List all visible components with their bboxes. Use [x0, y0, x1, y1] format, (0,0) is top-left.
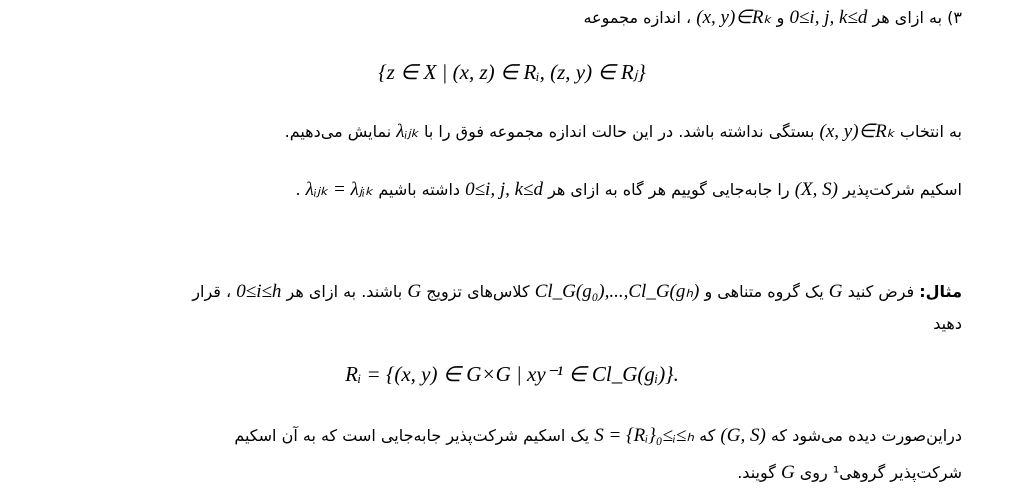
item-number: ۳)	[947, 8, 962, 27]
math-group: G	[780, 462, 795, 483]
text-segment: باشند. به ازای هر	[286, 282, 403, 301]
text-segment: داشته باشیم	[378, 180, 461, 199]
text-segment: به ازای هر	[872, 8, 943, 27]
text-segment: .	[295, 180, 301, 199]
math-group: G	[407, 281, 422, 302]
text-segment: بستگی نداشته باشد. در این حالت اندازه مجموعه فوق را با	[424, 122, 815, 141]
example-label: مثال:	[919, 282, 962, 301]
math-condition: 0≤i, j, k≤d	[789, 7, 868, 28]
math-scheme: (X, S)	[794, 179, 838, 200]
text-segment: فرض کنید	[847, 282, 915, 301]
math-scheme: (G, S)	[720, 425, 766, 446]
text-segment: یک اسکیم شرکت‌پذیر جابه‌جایی است که به آن اسکیم	[234, 426, 590, 445]
text-segment: و	[776, 8, 785, 27]
conclusion-line-2	[737, 462, 962, 484]
example-line	[192, 280, 962, 303]
math-group: G	[828, 281, 843, 302]
text-segment: که	[699, 426, 716, 445]
math-condition: 0≤i≤h	[236, 281, 282, 302]
conclusion-line-1	[234, 424, 962, 447]
text-segment: یک گروه متناهی و	[704, 282, 824, 301]
text-segment: دراین‌صورت دیده می‌شود که	[770, 426, 962, 445]
math-classes: Cl_G(g₀),...,Cl_G(gₕ)	[534, 281, 700, 302]
relation-expression: Rᵢ = {(x, y) ∈ G×G | xy⁻¹ ∈ Cl_G(gᵢ)}.	[345, 362, 679, 386]
math-equation: λᵢⱼₖ = λⱼᵢₖ	[305, 179, 374, 200]
text-segment: گویند.	[737, 463, 776, 482]
text-segment: را جابه‌جایی گوییم هر گاه به ازای هر	[548, 180, 790, 199]
set-expression: {z ∈ X | (x, z) ∈ Rᵢ, (z, y) ∈ Rⱼ}	[378, 60, 646, 84]
text-segment: ، اندازه مجموعه	[583, 8, 692, 27]
text-segment: شرکت‌پذیر گروهی¹ روی	[799, 463, 962, 482]
text-segment: ، قرار	[192, 282, 232, 301]
math-lambda: λᵢⱼₖ	[396, 121, 419, 142]
text-segment: نمایش می‌دهیم.	[284, 122, 392, 141]
commutative-def-line	[295, 178, 962, 201]
item3-line	[583, 6, 962, 29]
math-s-definition: S = {Rᵢ}₀≤ᵢ≤ₕ	[594, 425, 695, 446]
math-condition: 0≤i, j, k≤d	[465, 179, 543, 200]
math-membership: (x, y)∈Rₖ	[819, 121, 895, 142]
example-continuation: دهید	[933, 314, 962, 333]
text-segment: به انتخاب	[899, 122, 962, 141]
lambda-def-line	[285, 120, 962, 143]
text-segment: اسکیم شرکت‌پذیر	[843, 180, 962, 199]
text-segment: کلاس‌های تزویج	[426, 282, 530, 301]
math-membership: (x, y)∈Rₖ	[696, 7, 772, 28]
